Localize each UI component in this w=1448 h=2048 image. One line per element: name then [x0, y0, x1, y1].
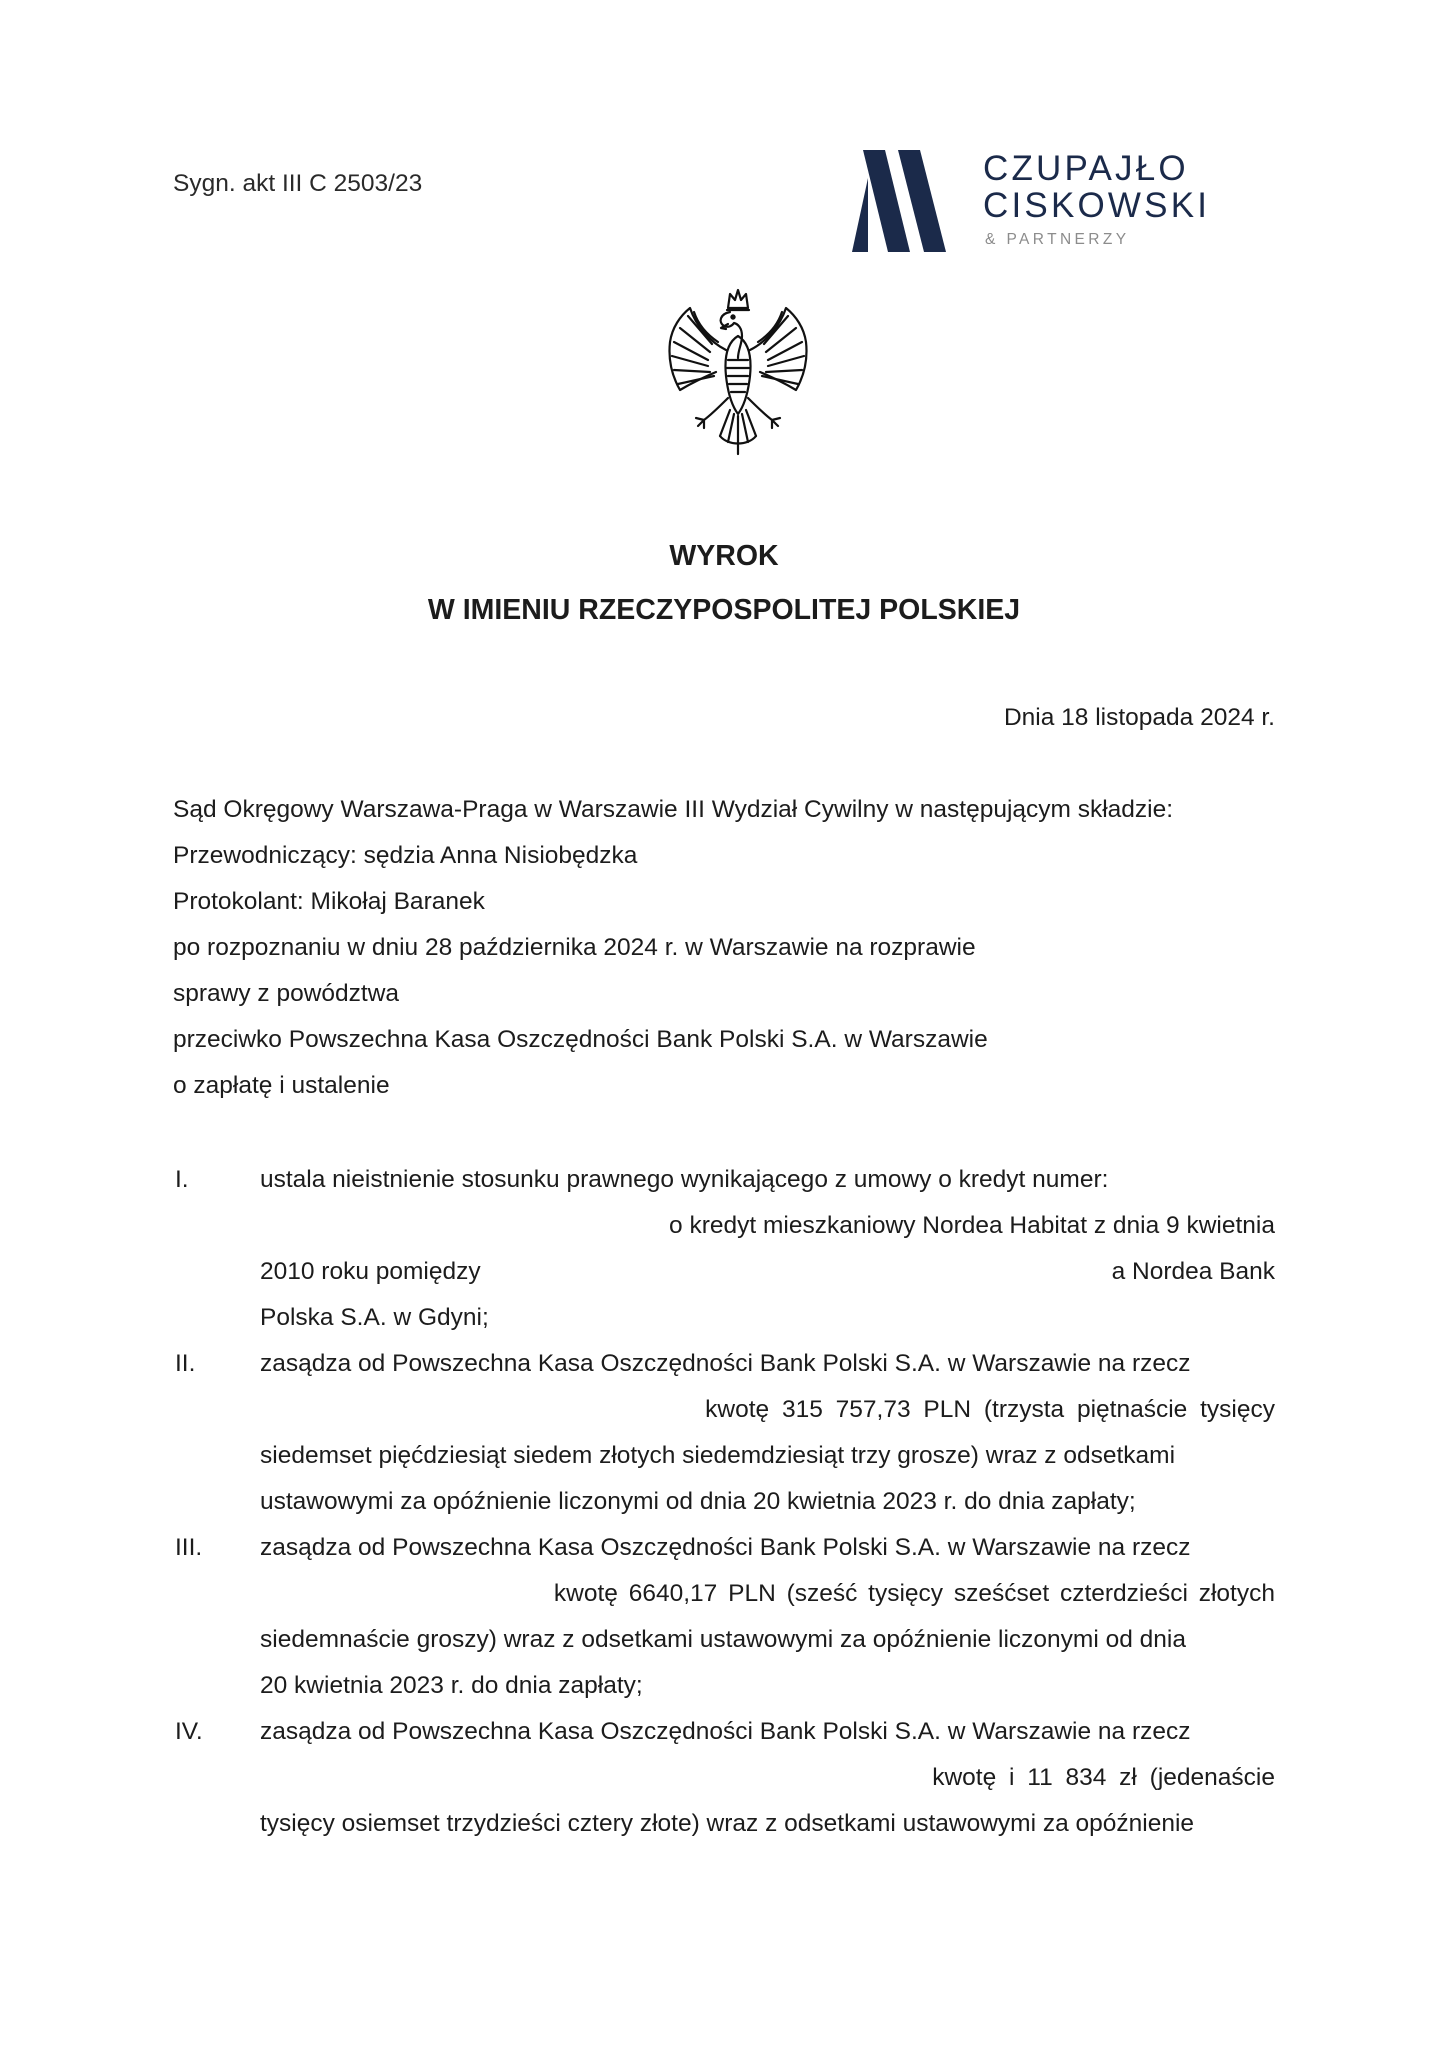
item-numeral: I. — [175, 1166, 189, 1193]
court-composition: Sąd Okręgowy Warszawa-Praga w Warszawie III Wydział Cywilny w następującym składzie: — [173, 796, 1174, 823]
item-text-line: kwotę i 11 834 zł (jedenaście — [932, 1764, 1275, 1791]
logo-mark-left — [852, 178, 868, 252]
logo-line-1: CZUPAJŁO — [983, 149, 1189, 188]
item-text-line: Polska S.A. w Gdyni; — [260, 1304, 489, 1331]
case-subject: o zapłatę i ustalenie — [173, 1072, 390, 1099]
verdict-title: WYROK — [669, 540, 779, 572]
logo-line-3: & PARTNERZY — [985, 231, 1130, 248]
presiding-judge: Przewodniczący: sędzia Anna Nisiobędzka — [173, 842, 638, 869]
item-text-line: ustala nieistnienie stosunku prawnego wynikającego z umowy o kredyt numer: — [260, 1166, 1109, 1193]
item-text-line: 20 kwietnia 2023 r. do dnia zapłaty; — [260, 1672, 643, 1699]
logo-line-2: CISKOWSKI — [983, 186, 1211, 225]
item-text-line: zasądza od Powszechna Kasa Oszczędności Bank Polski S.A. w Warszawie na rzecz — [260, 1534, 1191, 1561]
item-text-line: siedemnaście groszy) wraz z odsetkami ustawowymi za opóźnienie liczonymi od dnia — [260, 1626, 1186, 1653]
item-text-line: kwotę 315 757,73 PLN (trzysta piętnaście tysięcy — [705, 1396, 1275, 1423]
court-clerk: Protokolant: Mikołaj Baranek — [173, 888, 485, 915]
item-text-line: zasądza od Powszechna Kasa Oszczędności Bank Polski S.A. w Warszawie na rzecz — [260, 1718, 1191, 1745]
verdict-date: Dnia 18 listopada 2024 r. — [1003, 704, 1275, 731]
item-numeral: IV. — [175, 1718, 203, 1745]
item-text-line: ustawowymi za opóźnienie liczonymi od dnia 20 kwietnia 2023 r. do dnia zapłaty; — [260, 1488, 1136, 1515]
logo-mark-icon — [852, 146, 977, 254]
polish-eagle-emblem-icon — [658, 286, 818, 461]
item-text-line: 2010 roku pomiędzy — [260, 1258, 481, 1285]
item-text-line: a Nordea Bank — [1111, 1258, 1275, 1285]
item-text-line: tysięcy osiemset trzydzieści cztery złote) wraz z odsetkami ustawowymi za opóźnienie — [260, 1810, 1195, 1837]
item-numeral: II. — [175, 1350, 196, 1377]
item-text-line: siedemset pięćdziesiąt siedem złotych siedemdziesiąt trzy grosze) wraz z odsetkami — [260, 1442, 1176, 1469]
verdict-subtitle: W IMIENIU RZECZYPOSPOLITEJ POLSKIEJ — [427, 594, 1021, 626]
case-number: Sygn. akt III C 2503/23 — [173, 170, 423, 197]
hearing-date: po rozpoznaniu w dniu 28 października 2024 r. w Warszawie na rozprawie — [173, 934, 976, 961]
item-text-line: o kredyt mieszkaniowy Nordea Habitat z dnia 9 kwietnia — [669, 1212, 1275, 1239]
case-defendant: przeciwko Powszechna Kasa Oszczędności Bank Polski S.A. w Warszawie — [173, 1026, 988, 1053]
item-numeral: III. — [175, 1534, 203, 1561]
item-text-line: zasądza od Powszechna Kasa Oszczędności Bank Polski S.A. w Warszawie na rzecz — [260, 1350, 1191, 1377]
law-firm-logo — [852, 146, 1252, 256]
case-plaintiff: sprawy z powództwa — [173, 980, 400, 1007]
item-text-line: kwotę 6640,17 PLN (sześć tysięcy sześćset czterdzieści złotych — [553, 1580, 1275, 1607]
